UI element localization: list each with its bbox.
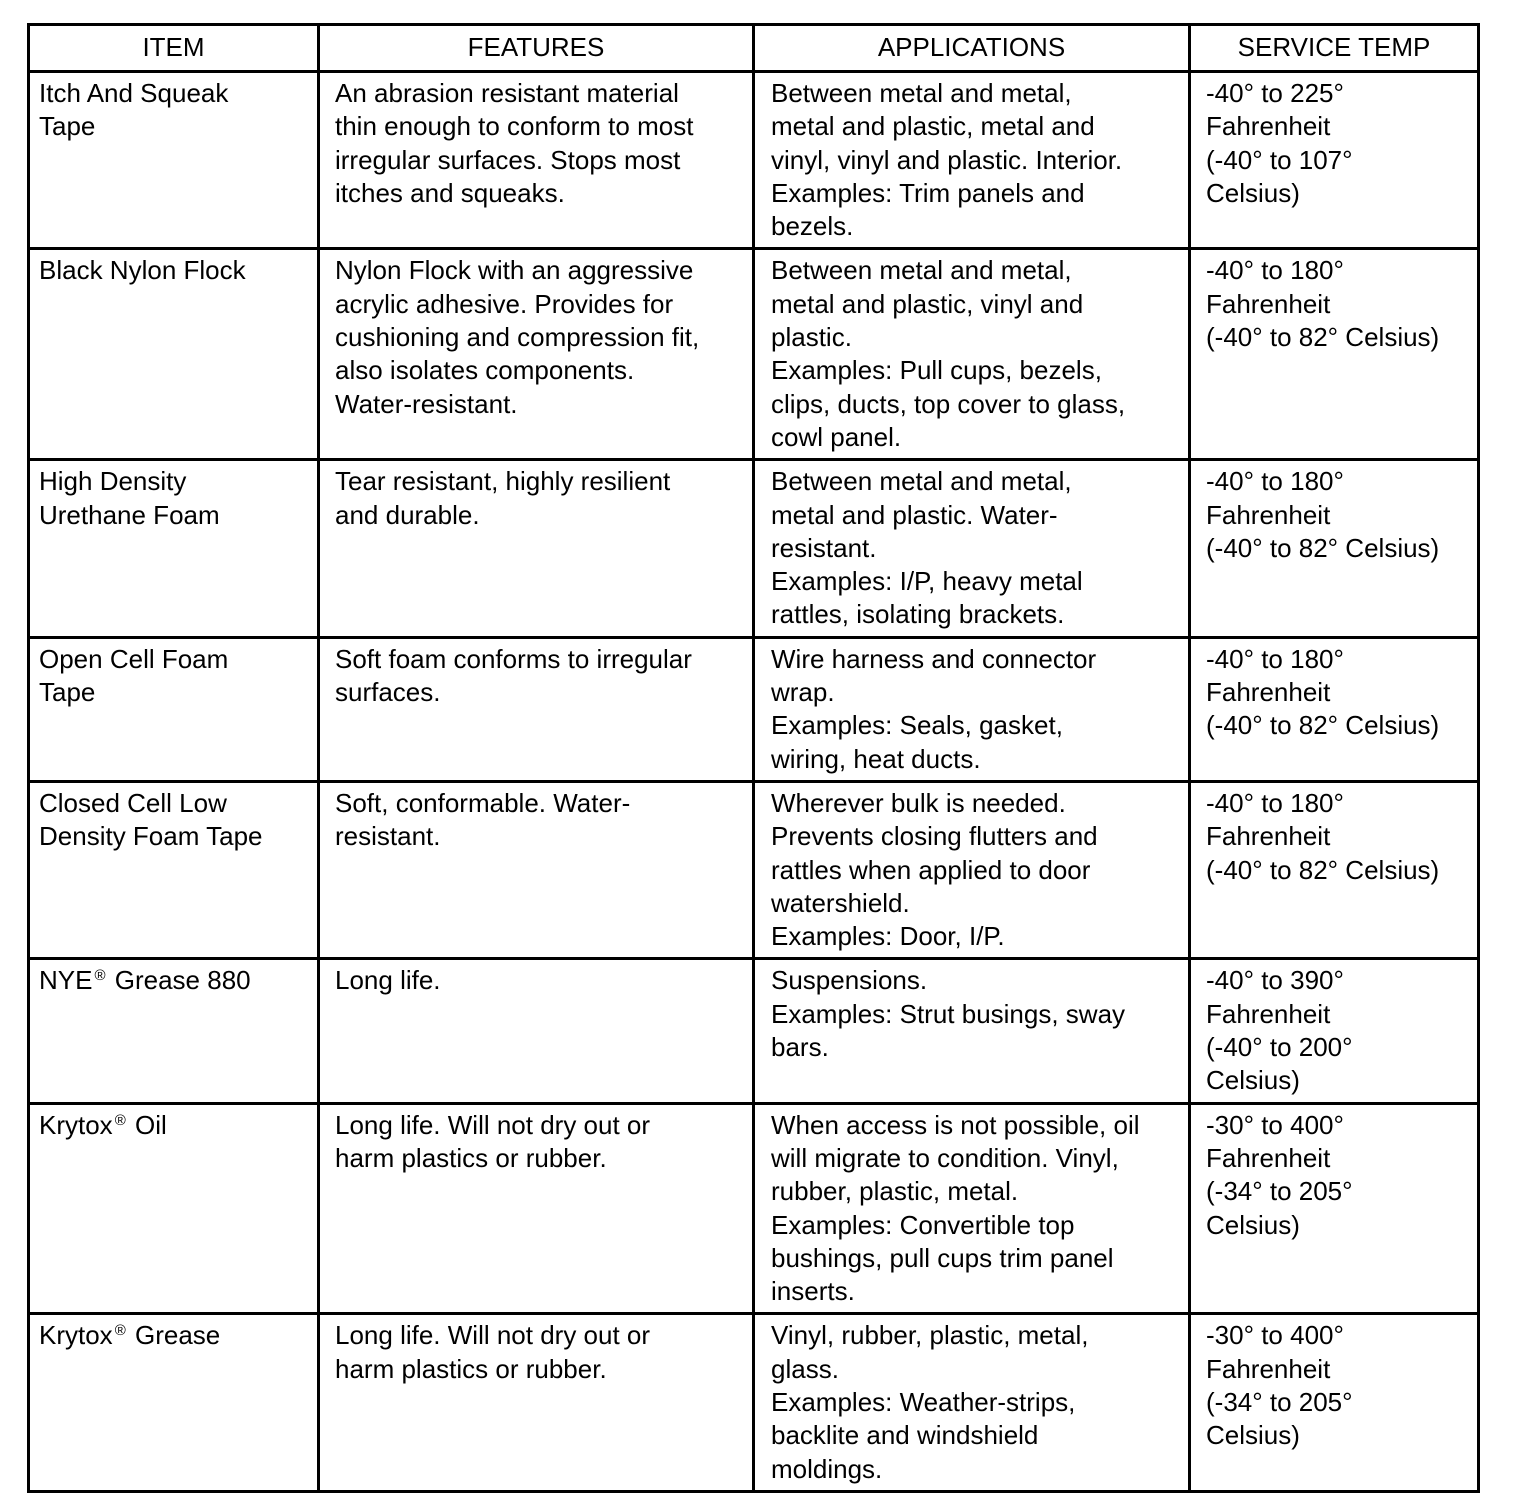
features-line: harm plastics or rubber. — [335, 1142, 607, 1173]
service-temp-line: -30° to 400° — [1206, 1109, 1344, 1140]
applications-line: Examples: Trim panels and — [771, 177, 1085, 208]
cell-applications — [754, 1103, 1190, 1314]
cell-service-temp — [1190, 72, 1479, 249]
applications-line: bezels. — [771, 211, 854, 242]
cell-item — [29, 637, 319, 781]
service-temp-line: (-40° to 82° Celsius) — [1206, 322, 1440, 353]
features-line: harm plastics or rubber. — [335, 1353, 607, 1384]
table-body — [29, 72, 1479, 1492]
applications-line: glass. — [771, 1353, 839, 1384]
applications-line: moldings. — [771, 1453, 883, 1484]
item-name: NYE — [39, 965, 93, 996]
features-line: Long life. — [335, 965, 441, 996]
cell-service-temp — [1190, 959, 1479, 1103]
table-container — [27, 23, 1477, 1493]
service-temp-line: Fahrenheit — [1206, 288, 1331, 319]
cell-features — [319, 637, 754, 781]
service-temp-line: Celsius) — [1206, 1209, 1300, 1240]
service-temp-line: (-40° to 82° Celsius) — [1206, 710, 1440, 741]
item-name-rest: Grease 880 — [107, 965, 251, 996]
service-temp-line: Celsius) — [1206, 1065, 1300, 1096]
applications-line: Examples: Convertible top — [771, 1209, 1075, 1240]
item-line: High Density — [39, 466, 187, 497]
features-line: itches and squeaks. — [335, 177, 565, 208]
item-line — [39, 1109, 311, 1142]
service-temp-line: -40° to 180° — [1206, 255, 1344, 286]
item-name: Krytox — [39, 1320, 113, 1351]
cell-item — [29, 959, 319, 1103]
service-temp-line: -30° to 400° — [1206, 1320, 1344, 1351]
cell-applications — [754, 781, 1190, 958]
features-line: Tear resistant, highly resilient — [335, 466, 671, 497]
table-row — [29, 637, 1479, 781]
applications-line: watershield. — [771, 887, 910, 918]
item-name-rest: Oil — [127, 1109, 167, 1140]
service-temp-line: Fahrenheit — [1206, 499, 1331, 530]
cell-features — [319, 1103, 754, 1314]
applications-line: resistant. — [771, 532, 877, 563]
applications-line: metal and plastic, metal and — [771, 111, 1095, 142]
applications-line: Examples: Pull cups, bezels, — [771, 355, 1102, 386]
applications-line: bars. — [771, 1032, 829, 1063]
applications-line: Examples: Seals, gasket, — [771, 710, 1063, 741]
cell-item — [29, 72, 319, 249]
applications-line: rattles, isolating brackets. — [771, 599, 1065, 630]
cell-item — [29, 460, 319, 637]
applications-line: cowl panel. — [771, 421, 902, 452]
cell-features — [319, 460, 754, 637]
cell-service-temp — [1190, 637, 1479, 781]
features-line: Long life. Will not dry out or — [335, 1109, 651, 1140]
service-temp-line: -40° to 180° — [1206, 787, 1344, 818]
applications-line: inserts. — [771, 1276, 855, 1307]
service-temp-line: Fahrenheit — [1206, 111, 1331, 142]
applications-line: rubber, plastic, metal. — [771, 1176, 1019, 1207]
table-row — [29, 72, 1479, 249]
cell-item — [29, 781, 319, 958]
applications-line: Suspensions. — [771, 965, 928, 996]
features-line: irregular surfaces. Stops most — [335, 144, 681, 175]
applications-line: Between metal and metal, — [771, 78, 1072, 108]
registered-mark: ® — [94, 967, 106, 985]
service-temp-line: Fahrenheit — [1206, 677, 1331, 708]
applications-line: Examples: Weather-strips, — [771, 1386, 1076, 1417]
applications-line: Wire harness and connector — [771, 643, 1097, 674]
applications-line: Wherever bulk is needed. — [771, 787, 1066, 818]
applications-line: Examples: I/P, heavy metal — [771, 566, 1083, 597]
table-row — [29, 1103, 1479, 1314]
table-row — [29, 959, 1479, 1103]
header-item: ITEM — [29, 25, 319, 72]
service-temp-line: Fahrenheit — [1206, 821, 1331, 852]
cell-features — [319, 781, 754, 958]
applications-line: wiring, heat ducts. — [771, 743, 981, 774]
features-line: Soft, conformable. Water- — [335, 787, 631, 818]
item-line: Closed Cell Low — [39, 787, 227, 818]
service-temp-line: (-40° to 107° — [1206, 144, 1353, 175]
service-temp-line: (-40° to 200° — [1206, 1032, 1353, 1063]
service-temp-line: Celsius) — [1206, 177, 1300, 208]
header-row — [29, 25, 1479, 72]
cell-applications — [754, 959, 1190, 1103]
features-line: resistant. — [335, 821, 441, 852]
features-line: Soft foam conforms to irregular — [335, 643, 692, 674]
features-line: An abrasion resistant material — [335, 78, 679, 108]
table-row — [29, 249, 1479, 460]
cell-service-temp — [1190, 781, 1479, 958]
cell-item — [29, 1103, 319, 1314]
features-line: surfaces. — [335, 677, 441, 708]
cell-applications — [754, 249, 1190, 460]
applications-line: clips, ducts, top cover to glass, — [771, 388, 1126, 419]
registered-mark: ® — [114, 1322, 126, 1340]
service-temp-line: -40° to 225° — [1206, 78, 1344, 108]
applications-line: backlite and windshield — [771, 1420, 1039, 1451]
features-line: and durable. — [335, 499, 480, 530]
applications-line: vinyl, vinyl and plastic. Interior. — [771, 144, 1123, 175]
cell-item — [29, 1314, 319, 1491]
item-line: Itch And Squeak — [39, 78, 229, 108]
service-temp-line: (-34° to 205° — [1206, 1176, 1353, 1207]
item-line: Urethane Foam — [39, 499, 220, 530]
cell-item — [29, 249, 319, 460]
service-temp-line: -40° to 180° — [1206, 466, 1344, 497]
cell-applications — [754, 637, 1190, 781]
service-temp-line: -40° to 180° — [1206, 643, 1344, 674]
service-temp-line: (-34° to 205° — [1206, 1386, 1353, 1417]
service-temp-line: Celsius) — [1206, 1420, 1300, 1451]
applications-line: rattles when applied to door — [771, 854, 1091, 885]
item-name: Krytox — [39, 1109, 113, 1140]
service-temp-line: Fahrenheit — [1206, 1353, 1331, 1384]
applications-line: will migrate to condition. Vinyl, — [771, 1142, 1119, 1173]
service-temp-line: Fahrenheit — [1206, 998, 1331, 1029]
applications-line: Between metal and metal, — [771, 255, 1072, 286]
applications-line: Examples: Door, I/P. — [771, 921, 1005, 952]
cell-service-temp — [1190, 1103, 1479, 1314]
applications-line: Prevents closing flutters and — [771, 821, 1098, 852]
applications-line: metal and plastic. Water- — [771, 499, 1058, 530]
features-line: Long life. Will not dry out or — [335, 1320, 651, 1351]
service-temp-line: (-40° to 82° Celsius) — [1206, 854, 1440, 885]
service-temp-line: (-40° to 82° Celsius) — [1206, 532, 1440, 563]
applications-line: Vinyl, rubber, plastic, metal, — [771, 1320, 1089, 1351]
cell-features — [319, 959, 754, 1103]
cell-features — [319, 72, 754, 249]
cell-service-temp — [1190, 249, 1479, 460]
item-line: Tape — [39, 111, 96, 142]
header-features: FEATURES — [319, 25, 754, 72]
cell-service-temp — [1190, 460, 1479, 637]
features-line: cushioning and compression fit, — [335, 322, 700, 353]
applications-line: plastic. — [771, 322, 852, 353]
features-line: thin enough to conform to most — [335, 111, 694, 142]
cell-service-temp — [1190, 1314, 1479, 1491]
table-row — [29, 460, 1479, 637]
applications-line: When access is not possible, oil — [771, 1109, 1140, 1140]
service-temp-line: -40° to 390° — [1206, 965, 1344, 996]
item-line: Density Foam Tape — [39, 821, 263, 852]
cell-features — [319, 1314, 754, 1491]
features-line: also isolates components. — [335, 355, 635, 386]
features-line: Nylon Flock with an aggressive — [335, 255, 694, 286]
header-applications: APPLICATIONS — [754, 25, 1190, 72]
features-line: acrylic adhesive. Provides for — [335, 288, 674, 319]
item-line: Open Cell Foam — [39, 643, 229, 674]
registered-mark: ® — [114, 1111, 126, 1129]
applications-line: bushings, pull cups trim panel — [771, 1242, 1114, 1273]
item-name-rest: Grease — [127, 1320, 221, 1351]
applications-line: Examples: Strut busings, sway — [771, 998, 1126, 1029]
applications-line: wrap. — [771, 677, 835, 708]
item-line — [39, 964, 311, 997]
cell-features — [319, 249, 754, 460]
item-line: Black Nylon Flock — [39, 255, 246, 286]
materials-table — [27, 23, 1480, 1493]
header-service-temp: SERVICE TEMP — [1190, 25, 1479, 72]
cell-applications — [754, 72, 1190, 249]
table-row — [29, 1314, 1479, 1491]
applications-line: Between metal and metal, — [771, 466, 1072, 497]
cell-applications — [754, 1314, 1190, 1491]
item-line: Tape — [39, 677, 96, 708]
features-line: Water-resistant. — [335, 388, 518, 419]
applications-line: metal and plastic, vinyl and — [771, 288, 1084, 319]
item-line — [39, 1319, 311, 1352]
table-row — [29, 781, 1479, 958]
cell-applications — [754, 460, 1190, 637]
service-temp-line: Fahrenheit — [1206, 1142, 1331, 1173]
